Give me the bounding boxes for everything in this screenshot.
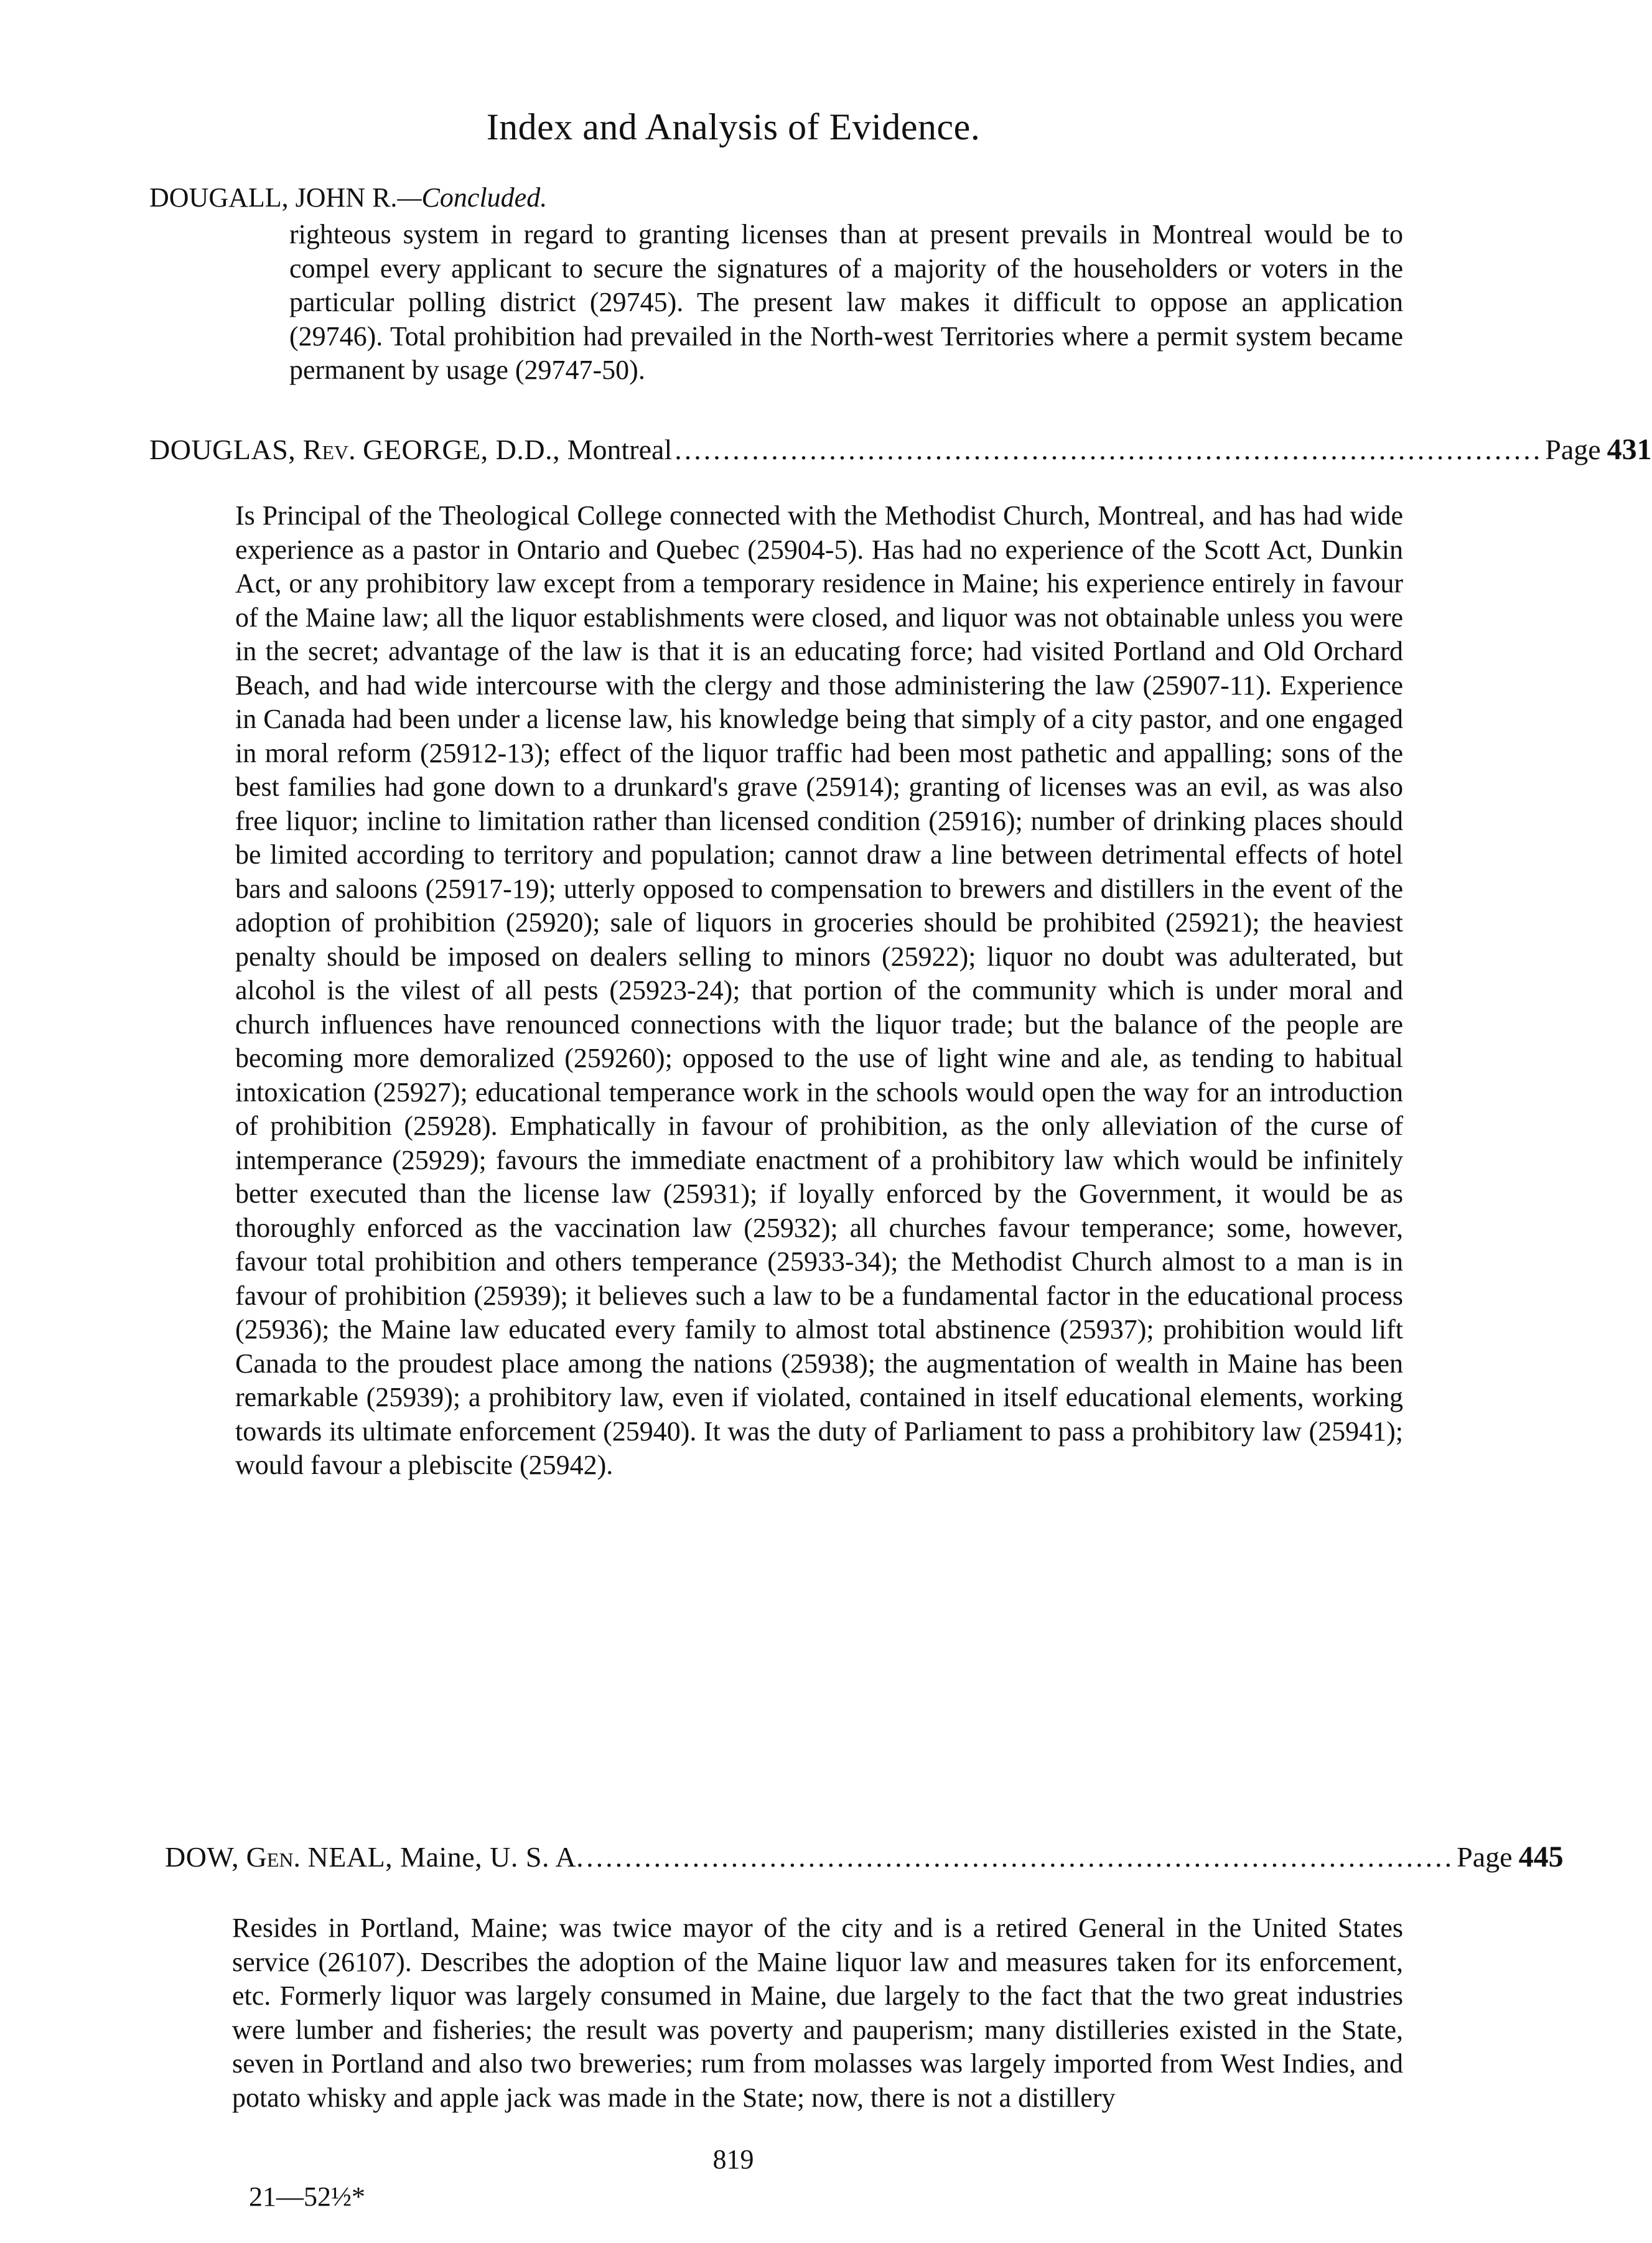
entry-text-dow: Resides in Portland, Maine; was twice mayor of the city and is a retired General in the United States service (26107). Describes the adoption of the Maine liquor law and measures taken for its enforcement, etc. Formerly liquor was largely consumed in Maine, due largely to the fact that the two great industries were lumber and fisheries; the result was poverty and pauperism; many distilleries existed in the State, seven in Portland and also two breweries; rum from molasses was largely imported from West Indies, and potato whisky and apple jack was made in the State; now, there is not a distillery xyxy=(232,1913,1403,2113)
entry-title-douglas: Rev. xyxy=(302,434,356,465)
entry-text-douglas: Is Principal of the Theological College connected with the Methodist Church, Montreal, and has had wide experience as a pastor in Ontario and Quebec (25904-5). Has had no experience of the Scott Act, Dunkin Act, or any prohibitory law except from a temporary residence in Maine; his experience entirely in favour of the Maine law; all the liquor establishments were closed, and liquor was not obtainable unless you were in the secret; advantage of the law is that it is an educating force; had visited Portland and Old Orchard Beach, and had wide intercourse with the clergy and those administering the law (25907-11). Experience in Canada had been under a license law, his knowledge being that simply of a city pastor, and one engaged in moral reform (25912-13); effect of the liquor traffic had been most pathetic and appalling; sons of the best families had gone down to a drunkard's grave (25914); granting of licenses was an evil, as was also free liquor; incline to limitation rather than licensed condition (25916); number of drinking places should be limited according to territory and population; cannot draw a line between detrimental effects of hotel bars and saloons (25917-19); utterly opposed to compensation to brewers and distillers in the event of the adoption of prohibition (25920); sale of liquors in groceries should be prohibited (25921); the heaviest penalty should be imposed on dealers selling to minors (25922); liquor no doubt was adulterated, but alcohol is the vilest of all pests (25923-24); that portion of the community which is under moral and church influences have renounced connections with the liquor trade; but the balance of the people are becoming more demoralized (259260); opposed to the use of light wine and ale, as tending to habitual intoxication (25927); educational temperance work in the schools would open the way for an introduction of prohibition (25928). Emphatically in favour of prohibition, as the only alleviation of the curse of intemperance (25929); favours the immediate enactment of a prohibitory law which would be infinitely better executed than the license law (25931); if loyally enforced by the Government, it would be as thoroughly enforced as the vaccination law (25932); all churches favour temperance; some, however, favour total prohibition and others temperance (25933-34); the Methodist Church almost to a man is in favour of prohibition (25939); it believes such a law to be a fundamental factor in the educational process (25936); the Maine law educated every family to almost total abstinence (25937); prohibition would lift Canada to the proudest place among the nations (25938); the augmentation of wealth in Maine has been remarkable (25939); a prohibitory law, even if violated, contained in itself educational elements, working towards its ultimate enforcement (25940). It was the duty of Parliament to pass a prohibitory law (25941); would favour a plebiscite (25942). xyxy=(235,500,1403,1480)
entry-header-douglas xyxy=(149,432,1652,467)
entry-title-dow: Gen. xyxy=(246,1841,301,1873)
page-number-dow: 445 xyxy=(1518,1840,1564,1873)
entry-name-dougall: DOUGALL, JOHN R. xyxy=(149,182,398,213)
entry-place-douglas: Montreal xyxy=(567,434,673,465)
page-label-dow: Page xyxy=(1457,1841,1513,1873)
entry-name-rest-dow: NEAL, Maine, U. S. A. xyxy=(307,1841,584,1873)
entry-text-dow-block xyxy=(232,1884,1403,2142)
entry-text-dougall: righteous system in regard to granting licenses than at present prevails in Montreal would be to compel every applicant to secure the signatures of a majority of the householders or voters in the particular polling district (29745). The present law makes it difficult to oppose an application (29746). Total prohibition had prevailed in the North-west Territories where a permit system became permanent by usage (29747-50). xyxy=(289,219,1403,385)
running-title: Index and Analysis of Evidence. xyxy=(486,106,981,147)
entry-name-rest-douglas: GEORGE, D.D., xyxy=(363,434,561,465)
dot-leaders: .......................................................................................... xyxy=(586,1841,1455,1873)
page-number-douglas: 431 xyxy=(1607,433,1652,466)
entry-text-douglas-block xyxy=(235,472,1403,1510)
page-number: 819 xyxy=(712,2144,754,2175)
page-label-douglas: Page xyxy=(1545,434,1601,465)
entry-name-dow: DOW, xyxy=(165,1841,240,1873)
entry-name-douglas: DOUGLAS, xyxy=(149,434,296,465)
entry-header-dougall xyxy=(149,182,547,213)
entry-header-dow xyxy=(165,1840,1564,1874)
dot-leaders: .......................................................................................... xyxy=(674,434,1543,465)
signature-mark: 21—52½* xyxy=(249,2181,365,2212)
concluded-label: —Concluded. xyxy=(397,182,548,213)
